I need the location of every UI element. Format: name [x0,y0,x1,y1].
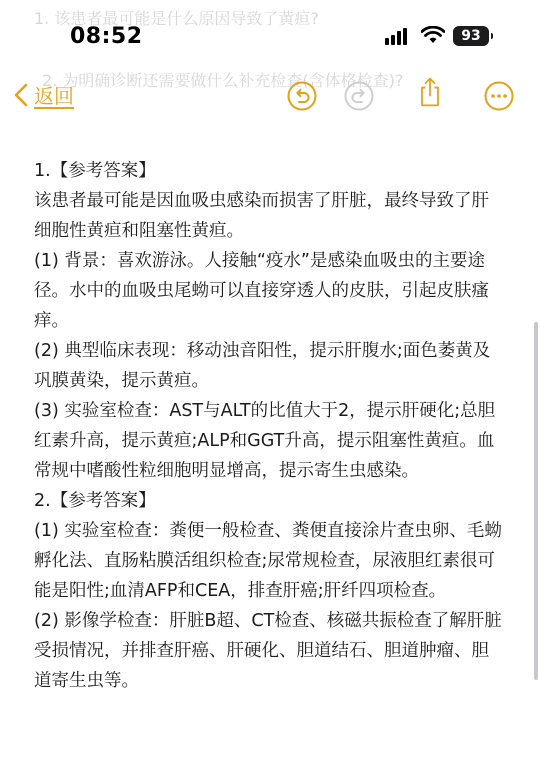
faded-question-1: 1. 该患者最可能是什么原因导致了黄疸? [34,9,319,28]
answer-point-background: (1) 背景：喜欢游泳。人接触“疫水”是感染血吸虫的主要途径。水中的血吸虫尾蚴可以直接穿透人的皮肤，引起皮肤瘙痒。 [34,251,489,331]
share-icon[interactable] [414,76,446,108]
status-time: 08:52 [70,24,143,49]
answer-point-imaging: (2) 影像学检查：肝脏B超、CT检查、核磁共振检查了解肝脏受损情况，并排查肝癌、肝硬化、胆道结石、胆道肿瘤、胆道寄生虫等。 [34,611,502,691]
answer-summary: 该患者最可能是因血吸虫感染而损害了肝脏，最终导致了肝细胞性黄疸和阻塞性黄疸。 [34,191,489,241]
answer-heading-1: 1.【参考答案】 [34,161,156,181]
undo-icon[interactable] [286,80,318,112]
faded-question-2: 2. 为明确诊断还需要做什么补充检查(含体格检查)? [42,71,404,90]
battery-icon: 93 [453,26,489,46]
answer-point-clinical: (2) 典型临床表现：移动浊音阳性，提示肝腹水;面色萎黄及巩膜黄染，提示黄疸。 [34,341,491,391]
back-label: 返回 [34,84,74,108]
note-body[interactable] [34,156,504,696]
answer-point-lab: (3) 实验室检查：AST与ALT的比值大于2，提示肝硬化;总胆红素升高，提示黄疸;ALP和GGT升高，提示阻塞性黄疸。血常规中嗜酸性粒细胞明显增高，提示寄生虫感染。 [34,401,496,481]
redo-icon[interactable] [343,80,375,112]
more-options-icon[interactable] [483,80,515,112]
wifi-icon [421,26,445,44]
answer-heading-2: 2.【参考答案】 [34,491,156,511]
cellular-signal-icon [385,27,407,45]
navigation-bar [0,76,540,116]
status-bar [0,0,540,70]
answer-point-lab-tests: (1) 实验室检查：粪便一般检查、粪便直接涂片查虫卵、毛蚴孵化法、直肠粘膜活组织检查;尿常规检查，尿液胆红素很可能是阳性;血清AFP和CEA，排查肝癌;肝纤四项检查。 [34,521,502,601]
scrollbar[interactable] [534,322,538,680]
chevron-left-icon [14,83,28,107]
back-button[interactable] [14,80,74,109]
